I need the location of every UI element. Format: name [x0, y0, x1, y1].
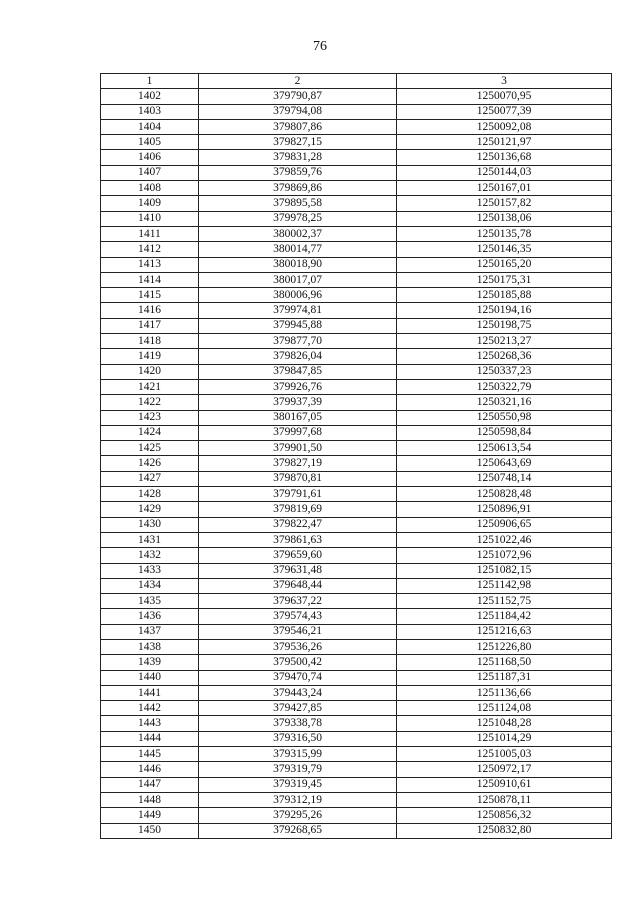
x-coordinate-cell: 379937,39	[199, 395, 397, 410]
point-number-cell: 1429	[101, 502, 199, 517]
x-coordinate-cell: 379859,76	[199, 165, 397, 180]
point-number-cell: 1444	[101, 731, 199, 746]
point-number-cell: 1415	[101, 288, 199, 303]
table-row	[101, 502, 612, 517]
point-number-cell: 1421	[101, 379, 199, 394]
x-coordinate-cell: 380018,90	[199, 257, 397, 272]
y-coordinate-cell: 1250092,08	[397, 119, 612, 134]
y-coordinate-cell: 1250832,80	[397, 823, 612, 838]
y-coordinate-cell: 1250167,01	[397, 181, 612, 196]
x-coordinate-cell: 379648,44	[199, 578, 397, 593]
y-coordinate-cell: 1251048,28	[397, 716, 612, 731]
table-row	[101, 594, 612, 609]
table-row	[101, 792, 612, 807]
x-coordinate-cell: 379831,28	[199, 150, 397, 165]
table-row	[101, 379, 612, 394]
point-number-cell: 1447	[101, 777, 199, 792]
column-header-3: 3	[397, 74, 612, 89]
point-number-cell: 1449	[101, 808, 199, 823]
x-coordinate-cell: 379443,24	[199, 685, 397, 700]
point-number-cell: 1437	[101, 624, 199, 639]
table-row	[101, 349, 612, 364]
point-number-cell: 1434	[101, 578, 199, 593]
y-coordinate-cell: 1250972,17	[397, 762, 612, 777]
y-coordinate-cell: 1250910,61	[397, 777, 612, 792]
x-coordinate-cell: 379826,04	[199, 349, 397, 364]
y-coordinate-cell: 1250121,97	[397, 135, 612, 150]
x-coordinate-cell: 379869,86	[199, 181, 397, 196]
table-row	[101, 303, 612, 318]
x-coordinate-cell: 379877,70	[199, 334, 397, 349]
x-coordinate-cell: 380017,07	[199, 272, 397, 287]
point-number-cell: 1441	[101, 685, 199, 700]
table-row	[101, 211, 612, 226]
table-row	[101, 410, 612, 425]
y-coordinate-cell: 1250194,16	[397, 303, 612, 318]
table-row	[101, 242, 612, 257]
point-number-cell: 1445	[101, 747, 199, 762]
point-number-cell: 1418	[101, 334, 199, 349]
table-row	[101, 226, 612, 241]
point-number-cell: 1440	[101, 670, 199, 685]
y-coordinate-cell: 1250198,75	[397, 318, 612, 333]
y-coordinate-cell: 1251216,63	[397, 624, 612, 639]
x-coordinate-cell: 380002,37	[199, 226, 397, 241]
y-coordinate-cell: 1250268,36	[397, 349, 612, 364]
x-coordinate-cell: 379427,85	[199, 701, 397, 716]
table-row	[101, 563, 612, 578]
x-coordinate-cell: 379319,79	[199, 762, 397, 777]
table-row	[101, 272, 612, 287]
y-coordinate-cell: 1250337,23	[397, 364, 612, 379]
table-row	[101, 441, 612, 456]
point-number-cell: 1417	[101, 318, 199, 333]
x-coordinate-cell: 379319,45	[199, 777, 397, 792]
point-number-cell: 1406	[101, 150, 199, 165]
page-number: 76	[313, 39, 327, 54]
x-coordinate-cell: 379312,19	[199, 792, 397, 807]
point-number-cell: 1450	[101, 823, 199, 838]
table-row	[101, 762, 612, 777]
column-header-2: 2	[199, 74, 397, 89]
table-row	[101, 655, 612, 670]
table-row	[101, 578, 612, 593]
y-coordinate-cell: 1251014,29	[397, 731, 612, 746]
y-coordinate-cell: 1250077,39	[397, 104, 612, 119]
point-number-cell: 1436	[101, 609, 199, 624]
point-number-cell: 1416	[101, 303, 199, 318]
column-header-1: 1	[101, 74, 199, 89]
x-coordinate-cell: 379574,43	[199, 609, 397, 624]
y-coordinate-cell: 1250896,91	[397, 502, 612, 517]
x-coordinate-cell: 379794,08	[199, 104, 397, 119]
y-coordinate-cell: 1251184,42	[397, 609, 612, 624]
y-coordinate-cell: 1250146,35	[397, 242, 612, 257]
y-coordinate-cell: 1250643,69	[397, 456, 612, 471]
point-number-cell: 1408	[101, 181, 199, 196]
table-row	[101, 181, 612, 196]
point-number-cell: 1446	[101, 762, 199, 777]
y-coordinate-cell: 1250322,79	[397, 379, 612, 394]
point-number-cell: 1422	[101, 395, 199, 410]
y-coordinate-cell: 1250185,88	[397, 288, 612, 303]
y-coordinate-cell: 1251124,08	[397, 701, 612, 716]
table-row	[101, 165, 612, 180]
point-number-cell: 1439	[101, 655, 199, 670]
point-number-cell: 1428	[101, 487, 199, 502]
table-row	[101, 150, 612, 165]
table-row	[101, 334, 612, 349]
table-row	[101, 609, 612, 624]
table-row	[101, 532, 612, 547]
y-coordinate-cell: 1250213,27	[397, 334, 612, 349]
y-coordinate-cell: 1250550,98	[397, 410, 612, 425]
y-coordinate-cell: 1251072,96	[397, 548, 612, 563]
point-number-cell: 1423	[101, 410, 199, 425]
y-coordinate-cell: 1250138,06	[397, 211, 612, 226]
x-coordinate-cell: 380014,77	[199, 242, 397, 257]
table-row	[101, 471, 612, 486]
x-coordinate-cell: 379870,81	[199, 471, 397, 486]
table-row	[101, 135, 612, 150]
y-coordinate-cell: 1250856,32	[397, 808, 612, 823]
point-number-cell: 1443	[101, 716, 199, 731]
table-row	[101, 257, 612, 272]
x-coordinate-cell: 379978,25	[199, 211, 397, 226]
table-row	[101, 808, 612, 823]
point-number-cell: 1426	[101, 456, 199, 471]
x-coordinate-cell: 379295,26	[199, 808, 397, 823]
point-number-cell: 1424	[101, 425, 199, 440]
point-number-cell: 1432	[101, 548, 199, 563]
table-row	[101, 639, 612, 654]
table-row	[101, 487, 612, 502]
y-coordinate-cell: 1250321,16	[397, 395, 612, 410]
y-coordinate-cell: 1250070,95	[397, 89, 612, 104]
y-coordinate-cell: 1250598,84	[397, 425, 612, 440]
y-coordinate-cell: 1250144,03	[397, 165, 612, 180]
point-number-cell: 1414	[101, 272, 199, 287]
point-number-cell: 1430	[101, 517, 199, 532]
table-row	[101, 777, 612, 792]
table-row	[101, 685, 612, 700]
table-row	[101, 119, 612, 134]
table-row	[101, 318, 612, 333]
x-coordinate-cell: 380006,96	[199, 288, 397, 303]
table-row	[101, 456, 612, 471]
table-row	[101, 731, 612, 746]
point-number-cell: 1404	[101, 119, 199, 134]
y-coordinate-cell: 1250157,82	[397, 196, 612, 211]
y-coordinate-cell: 1250878,11	[397, 792, 612, 807]
x-coordinate-cell: 379974,81	[199, 303, 397, 318]
y-coordinate-cell: 1251168,50	[397, 655, 612, 670]
table-row	[101, 823, 612, 838]
y-coordinate-cell: 1250175,31	[397, 272, 612, 287]
point-number-cell: 1402	[101, 89, 199, 104]
x-coordinate-cell: 379827,15	[199, 135, 397, 150]
y-coordinate-cell: 1250748,14	[397, 471, 612, 486]
x-coordinate-cell: 379500,42	[199, 655, 397, 670]
y-coordinate-cell: 1250906,65	[397, 517, 612, 532]
x-coordinate-cell: 379268,65	[199, 823, 397, 838]
y-coordinate-cell: 1251005,03	[397, 747, 612, 762]
table-header	[101, 74, 612, 89]
y-coordinate-cell: 1251082,15	[397, 563, 612, 578]
table-row	[101, 670, 612, 685]
point-number-cell: 1433	[101, 563, 199, 578]
x-coordinate-cell: 379338,78	[199, 716, 397, 731]
table-row	[101, 548, 612, 563]
table-row	[101, 747, 612, 762]
x-coordinate-cell: 379807,86	[199, 119, 397, 134]
y-coordinate-cell: 1251022,46	[397, 532, 612, 547]
coordinates-table	[100, 73, 612, 839]
x-coordinate-cell: 379926,76	[199, 379, 397, 394]
point-number-cell: 1435	[101, 594, 199, 609]
x-coordinate-cell: 379315,99	[199, 747, 397, 762]
x-coordinate-cell: 380167,05	[199, 410, 397, 425]
table-row	[101, 364, 612, 379]
x-coordinate-cell: 379790,87	[199, 89, 397, 104]
table-row	[101, 716, 612, 731]
y-coordinate-cell: 1251142,98	[397, 578, 612, 593]
point-number-cell: 1442	[101, 701, 199, 716]
y-coordinate-cell: 1250613,54	[397, 441, 612, 456]
table-row	[101, 196, 612, 211]
table-row	[101, 288, 612, 303]
y-coordinate-cell: 1250165,20	[397, 257, 612, 272]
y-coordinate-cell: 1251187,31	[397, 670, 612, 685]
x-coordinate-cell: 379827,19	[199, 456, 397, 471]
point-number-cell: 1431	[101, 532, 199, 547]
x-coordinate-cell: 379546,21	[199, 624, 397, 639]
y-coordinate-cell: 1250136,68	[397, 150, 612, 165]
y-coordinate-cell: 1250135,78	[397, 226, 612, 241]
table-row	[101, 701, 612, 716]
x-coordinate-cell: 379945,88	[199, 318, 397, 333]
table-row	[101, 104, 612, 119]
x-coordinate-cell: 379791,61	[199, 487, 397, 502]
point-number-cell: 1403	[101, 104, 199, 119]
table-row	[101, 395, 612, 410]
y-coordinate-cell: 1251226,80	[397, 639, 612, 654]
point-number-cell: 1438	[101, 639, 199, 654]
x-coordinate-cell: 379470,74	[199, 670, 397, 685]
point-number-cell: 1419	[101, 349, 199, 364]
x-coordinate-cell: 379637,22	[199, 594, 397, 609]
x-coordinate-cell: 379631,48	[199, 563, 397, 578]
table-row	[101, 89, 612, 104]
table-row	[101, 517, 612, 532]
point-number-cell: 1427	[101, 471, 199, 486]
point-number-cell: 1420	[101, 364, 199, 379]
point-number-cell: 1405	[101, 135, 199, 150]
x-coordinate-cell: 379536,26	[199, 639, 397, 654]
y-coordinate-cell: 1251136,66	[397, 685, 612, 700]
x-coordinate-cell: 379822,47	[199, 517, 397, 532]
x-coordinate-cell: 379901,50	[199, 441, 397, 456]
table-row	[101, 624, 612, 639]
y-coordinate-cell: 1251152,75	[397, 594, 612, 609]
point-number-cell: 1412	[101, 242, 199, 257]
point-number-cell: 1413	[101, 257, 199, 272]
x-coordinate-cell: 379847,85	[199, 364, 397, 379]
x-coordinate-cell: 379659,60	[199, 548, 397, 563]
y-coordinate-cell: 1250828,48	[397, 487, 612, 502]
table-body	[101, 89, 612, 839]
x-coordinate-cell: 379819,69	[199, 502, 397, 517]
x-coordinate-cell: 379316,50	[199, 731, 397, 746]
header-row	[101, 74, 612, 89]
table-row	[101, 425, 612, 440]
x-coordinate-cell: 379895,58	[199, 196, 397, 211]
point-number-cell: 1425	[101, 441, 199, 456]
x-coordinate-cell: 379997,68	[199, 425, 397, 440]
point-number-cell: 1448	[101, 792, 199, 807]
point-number-cell: 1407	[101, 165, 199, 180]
x-coordinate-cell: 379861,63	[199, 532, 397, 547]
point-number-cell: 1411	[101, 226, 199, 241]
point-number-cell: 1410	[101, 211, 199, 226]
point-number-cell: 1409	[101, 196, 199, 211]
